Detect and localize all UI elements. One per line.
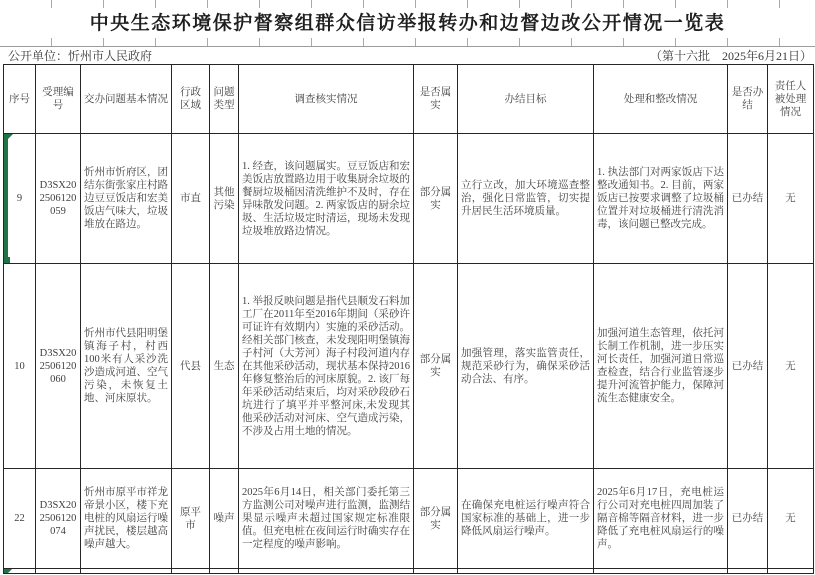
cell-handling[interactable]: 1. 执法部门对两家饭店下达整改通知书。2. 目前，两家饭店已按要求调整了垃圾桶位置并对垃圾桶进行清洗消毒，该问题已整改完成。 — [594, 134, 728, 264]
cell-problem[interactable] — [81, 569, 172, 574]
header-accountability[interactable]: 责任人被处理情况 — [768, 65, 814, 134]
header-verified[interactable]: 是否属实 — [414, 65, 458, 134]
cell-case-no[interactable] — [36, 569, 81, 574]
cell-verified[interactable]: 部分属实 — [414, 469, 458, 569]
cell-region[interactable]: 市直 — [172, 134, 210, 264]
table-row-partial — [4, 569, 814, 574]
header-closed[interactable]: 是否办结 — [728, 65, 768, 134]
cell-seq[interactable]: 10 — [4, 264, 36, 469]
cell-handling[interactable]: 2025年6月17日，充电桩运行公司对充电桩四周加装了隔音棉等隔音材料，进一步降低了充电桩风扇运行的噪声。 — [594, 469, 728, 569]
top-gridline-ticks — [0, 0, 815, 8]
cell-closed[interactable]: 已办结 — [728, 134, 768, 264]
cell-type[interactable]: 生态 — [210, 264, 239, 469]
cell-goal[interactable]: 加强管理，落实监管责任，规范采砂行为，确保采砂活动合法、有序。 — [458, 264, 594, 469]
cell-goal[interactable]: 立行立改，加大环境巡查整治，强化日常监管，切实提升居民生活环境质量。 — [458, 134, 594, 264]
cell-verified[interactable]: 部分属实 — [414, 134, 458, 264]
header-problem[interactable]: 交办问题基本情况 — [81, 65, 172, 134]
cell-region[interactable]: 原平市 — [172, 469, 210, 569]
cell-problem[interactable]: 忻州市代县阳明堡镇海子村，村西100米有人采沙洗沙造成河道、空气污染，未恢复土地、河床原状。 — [81, 264, 172, 469]
cell-problem[interactable]: 忻州市原平市祥龙帝景小区，楼下充电桩的风扇运行噪声扰民，楼层越高噪声越大。 — [81, 469, 172, 569]
table-row — [4, 469, 814, 569]
cell-seq[interactable] — [4, 569, 36, 574]
complaints-table — [3, 64, 814, 574]
cell-region[interactable] — [172, 569, 210, 574]
batch-date-label: （第十六批 2025年6月21日） — [649, 49, 812, 63]
cell-verified[interactable]: 部分属实 — [414, 264, 458, 469]
selection-marker — [4, 134, 8, 263]
cell-goal[interactable] — [458, 569, 594, 574]
cell-type[interactable]: 噪声 — [210, 469, 239, 569]
header-handling[interactable]: 处理和整改情况 — [594, 65, 728, 134]
cell-investigation[interactable]: 1. 经查，该问题属实。豆豆饭店和宏美饭店放置路边用于收集厨余垃圾的餐厨垃圾桶因清洗维护不及时，存在异味散发问题。2. 两家饭店的厨余垃圾、生活垃圾定时清运，现场未发现垃圾堆放路边情况。 — [239, 134, 414, 264]
cell-region[interactable]: 代县 — [172, 264, 210, 469]
cell-accountability[interactable] — [768, 569, 814, 574]
cell-closed[interactable]: 已办结 — [728, 469, 768, 569]
table-row — [4, 134, 814, 264]
cell-accountability[interactable]: 无 — [768, 469, 814, 569]
cell-case-no[interactable]: D3SX202506120059 — [36, 134, 81, 264]
publisher-label: 公开单位：忻州市人民政府 — [8, 49, 153, 63]
cell-investigation[interactable]: 1. 举报反映问题是指代县顺发石料加工厂在2011年至2016年期间（采砂许可证许有效期内）实施的采砂活动。经相关部门核查，未发现阳明堡镇海子村河（大芳河）海子村段河道内存在其他采砂活动，现状基本保持2016年修复整治后的河床原貌。2. 该厂每年采砂活动结束后，均对采砂段砂石坑进行了填平并平整河床,未发现其他采砂活动对河床、空气造成污染，不涉及占用土地的情况。 — [239, 264, 414, 469]
cell-handling[interactable] — [594, 569, 728, 574]
selection-corner-icon — [4, 569, 12, 574]
cell-closed[interactable] — [728, 569, 768, 574]
mid-gridline-ticks — [0, 38, 815, 46]
header-region[interactable]: 行政区域 — [172, 65, 210, 134]
cell-type[interactable] — [210, 569, 239, 574]
cell-accountability[interactable]: 无 — [768, 134, 814, 264]
cell-handling[interactable]: 加强河道生态管理，依托河长制工作机制，进一步压实河长责任，加强河道日常巡查检查，结合行业监管逐步提升河流管护能力，保障河流生态健康安全。 — [594, 264, 728, 469]
header-seq[interactable]: 序号 — [4, 65, 36, 134]
subheader-row — [0, 47, 815, 64]
cell-investigation[interactable] — [239, 569, 414, 574]
header-investigation[interactable]: 调查核实情况 — [239, 65, 414, 134]
cell-case-no[interactable]: D3SX202506120060 — [36, 264, 81, 469]
cell-type[interactable]: 其他污染 — [210, 134, 239, 264]
selection-corner-icon — [4, 257, 10, 263]
cell-problem[interactable]: 忻州市忻府区，团结东街张家庄村路边豆豆饭店和宏美饭店气味大，垃圾堆放在路边。 — [81, 134, 172, 264]
cell-seq[interactable]: 22 — [4, 469, 36, 569]
table-row — [4, 264, 814, 469]
header-row — [4, 65, 814, 134]
header-goal[interactable]: 办结目标 — [458, 65, 594, 134]
cell-seq[interactable]: 9 — [4, 134, 36, 264]
cell-goal[interactable]: 在确保充电桩运行噪声符合国家标准的基础上，进一步降低风扇运行噪声。 — [458, 469, 594, 569]
cell-investigation[interactable]: 2025年6月14日，相关部门委托第三方监测公司对噪声进行监测，监测结果显示噪声未超过国家规定标准限值。但充电桩在夜间运行时确实存在一定程度的噪声影响。 — [239, 469, 414, 569]
cell-accountability[interactable]: 无 — [768, 264, 814, 469]
page-title: 中央生态环境保护督察组群众信访举报转办和边督边改公开情况一览表 — [89, 13, 726, 34]
header-type[interactable]: 问题类型 — [210, 65, 239, 134]
cell-closed[interactable]: 已办结 — [728, 264, 768, 469]
selection-corner-icon — [4, 134, 13, 143]
cell-verified[interactable] — [414, 569, 458, 574]
header-case-no[interactable]: 受理编号 — [36, 65, 81, 134]
cell-case-no[interactable]: D3SX202506120074 — [36, 469, 81, 569]
